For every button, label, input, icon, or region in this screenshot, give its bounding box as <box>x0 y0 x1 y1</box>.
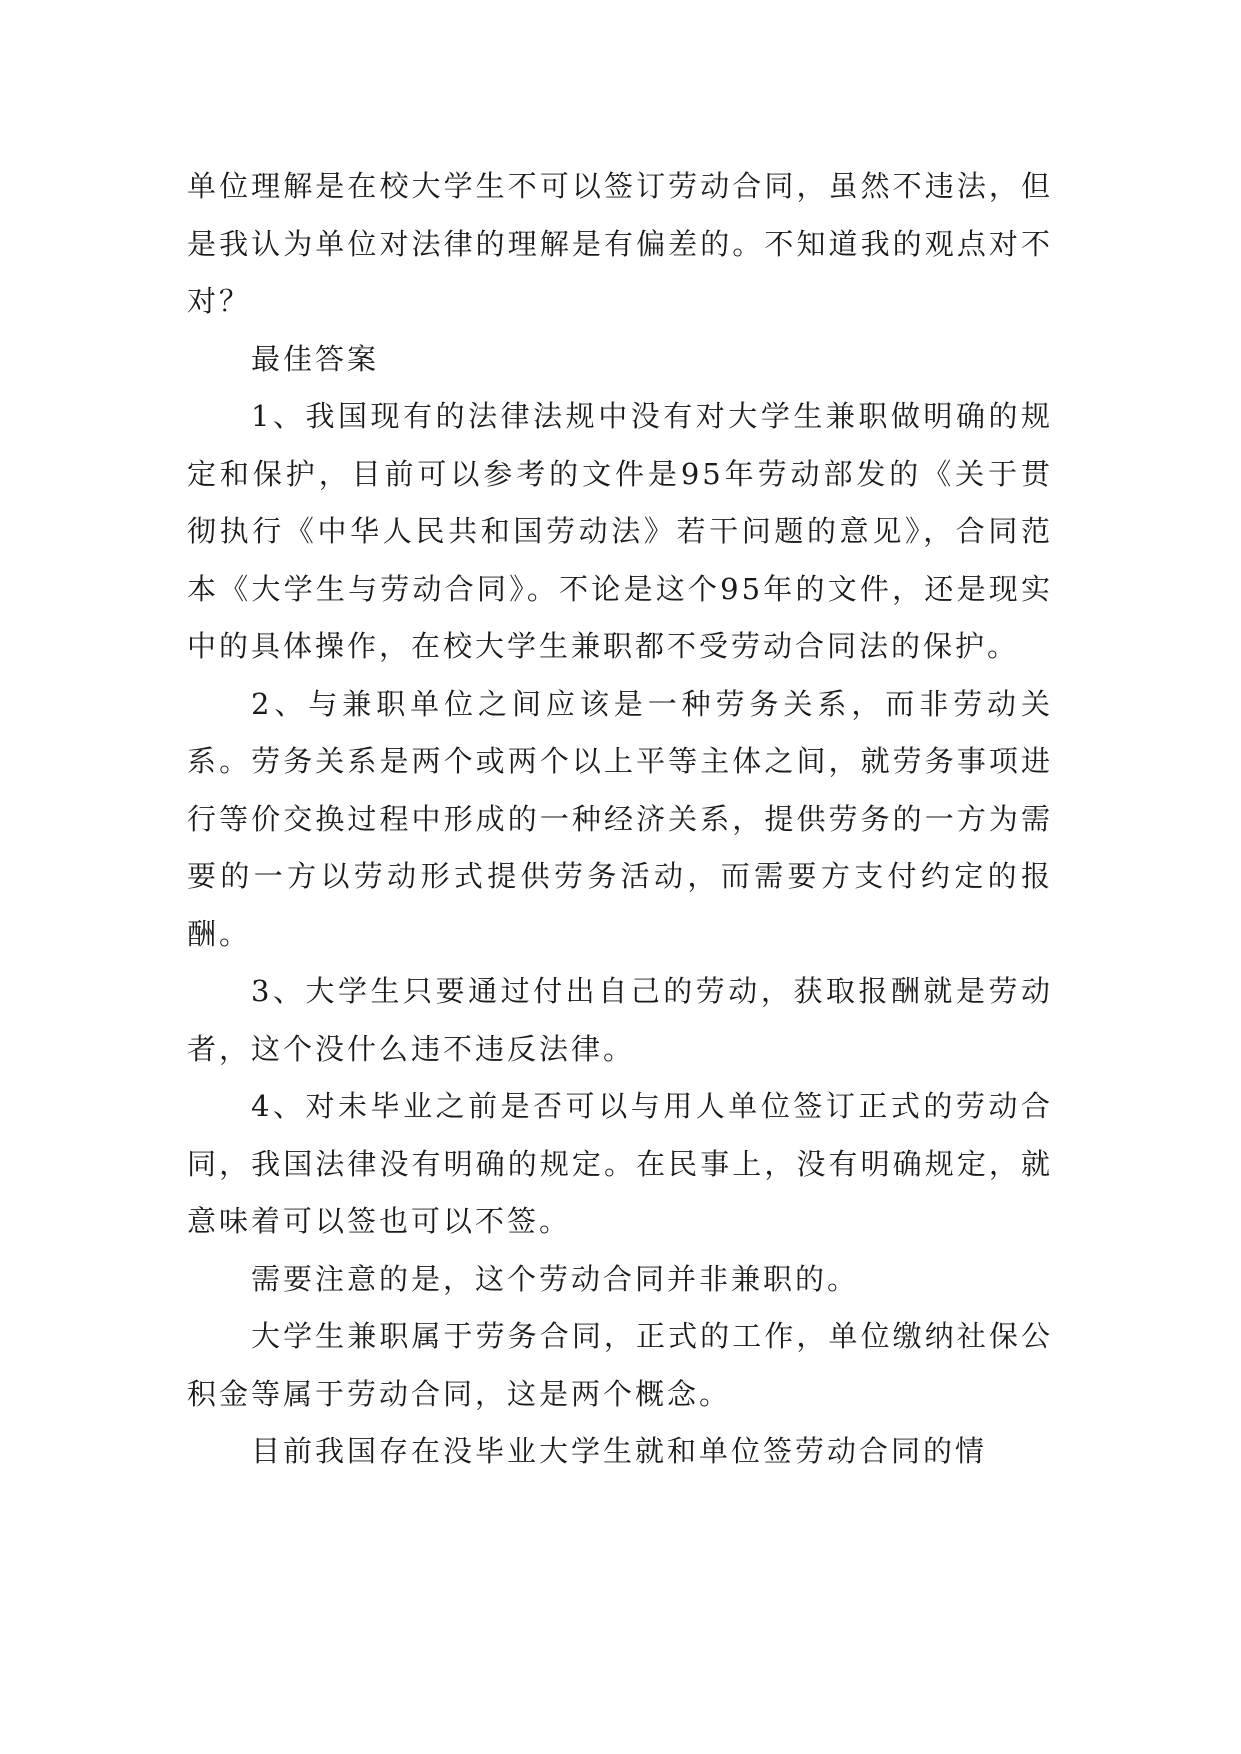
paragraph-concepts: 大学生兼职属于劳务合同，正式的工作，单位缴纳社保公积金等属于劳动合同，这是两个概念。 <box>187 1319 1053 1411</box>
paragraph-point-4: 4、对未毕业之前是否可以与用人单位签订正式的劳动合同，我国法律没有明确的规定。在民事上，没有明确规定，就意味着可以签也可以不签。 <box>187 1089 1053 1238</box>
paragraph-current-situation: 目前我国存在没毕业大学生就和单位签劳动合同的情 <box>251 1434 988 1468</box>
paragraph-point-2: 2、与兼职单位之间应该是一种劳务关系，而非劳动关系。劳务关系是两个或两个以上平等主体之间，就劳务事项进行等价交换过程中形成的一种经济关系，提供劳务的一方为需要的一方以劳动形式提供劳务活动，而需要方支付约定的报酬。 <box>187 686 1053 951</box>
paragraph-point-3: 3、大学生只要通过付出自己的劳动，获取报酬就是劳动者，这个没什么违不违反法律。 <box>187 974 1053 1066</box>
document-body <box>187 158 1053 1481</box>
paragraph-intro-question: 单位理解是在校大学生不可以签订劳动合同，虽然不违法，但是我认为单位对法律的理解是有偏差的。不知道我的观点对不对？ <box>187 169 1053 318</box>
paragraph-note: 需要注意的是，这个劳动合同并非兼职的。 <box>251 1261 860 1296</box>
paragraph-point-1: 1、我国现有的法律法规中没有对大学生兼职做明确的规定和保护，目前可以参考的文件是95年劳动部发的《关于贯彻执行《中华人民共和国劳动法》若干问题的意见》，合同范本《大学生与劳动合同》。不论是这个95年的文件，还是现实中的具体操作，在校大学生兼职都不受劳动合同法的保护。 <box>187 399 1053 663</box>
paragraph-best-answer-heading: 最佳答案 <box>251 341 380 376</box>
